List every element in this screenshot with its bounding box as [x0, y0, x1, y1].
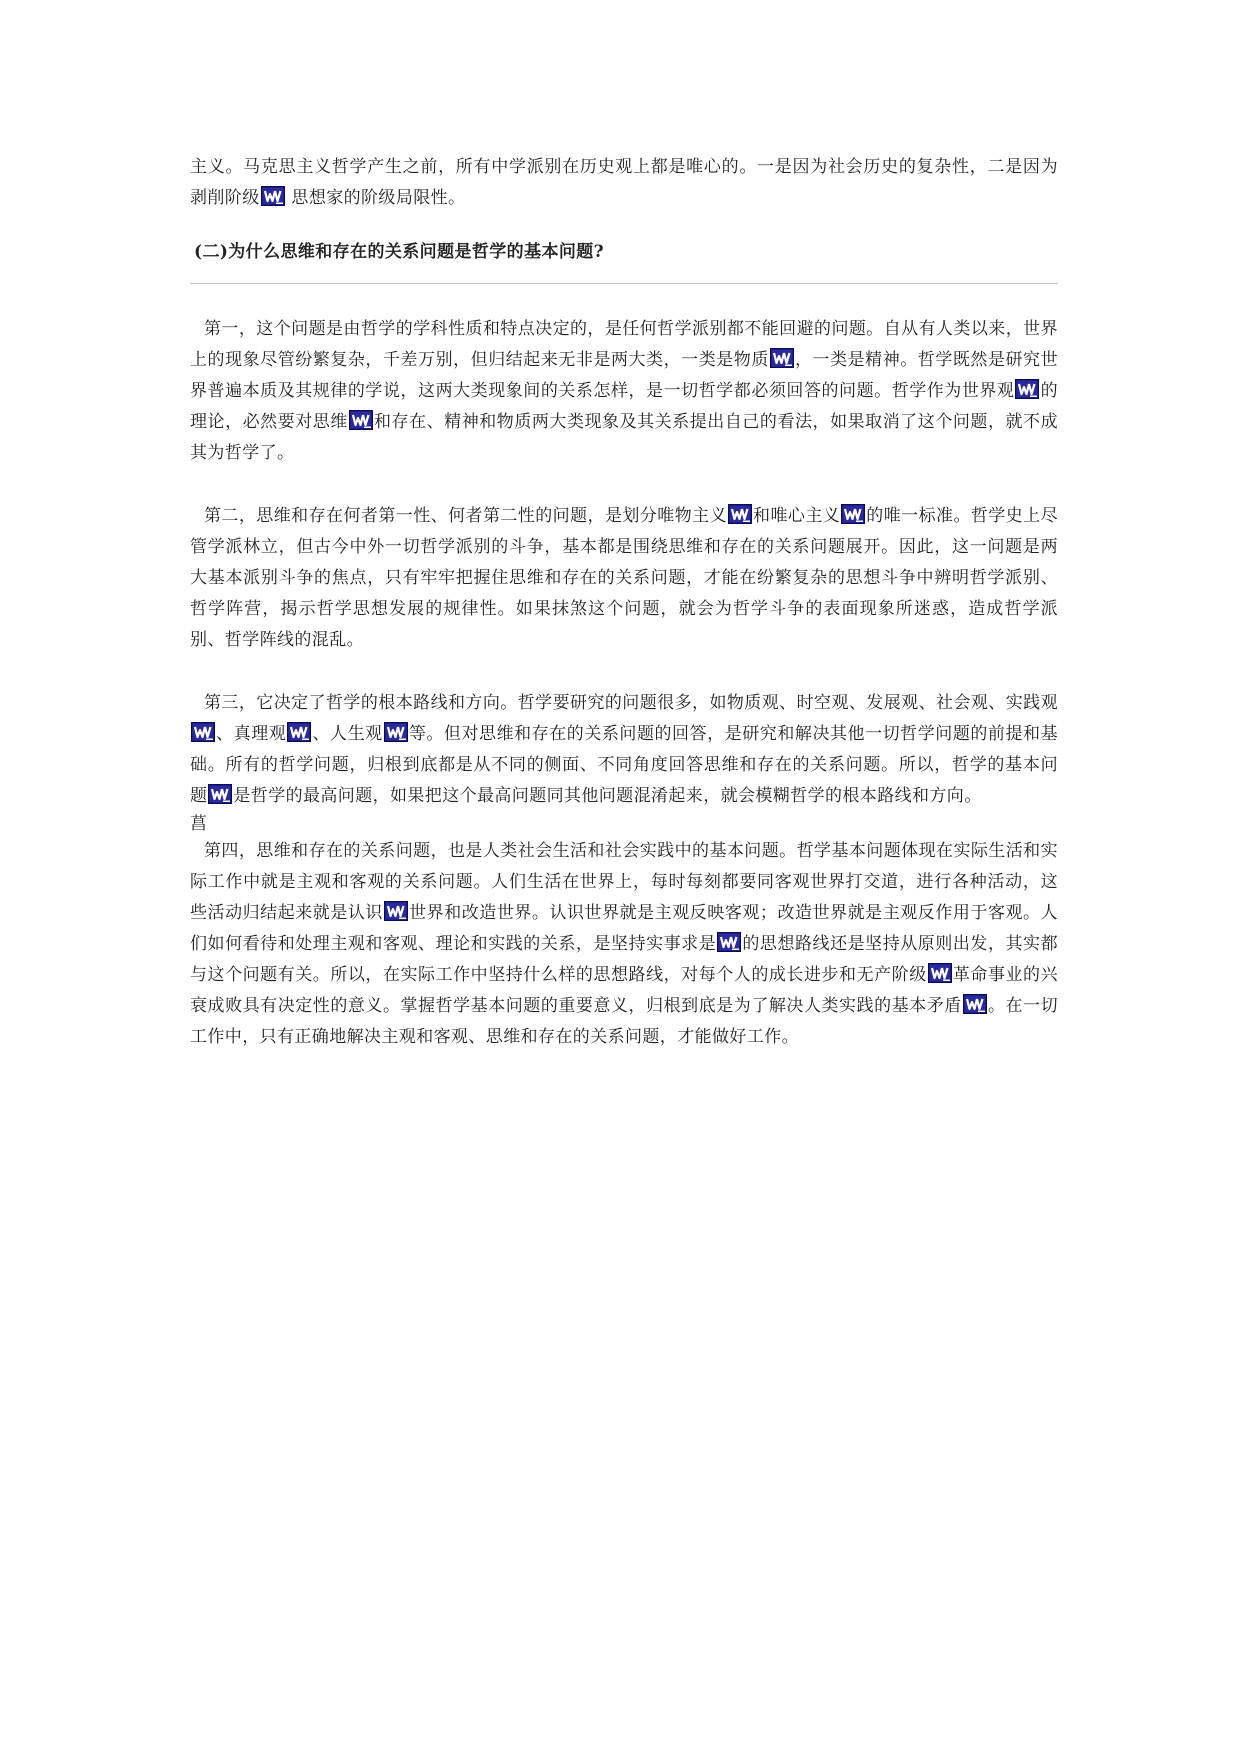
text-run: 等。但对思维和存在的关系问题的回答，是研究和解决其他一切哲学问题的前提和基础。所有的哲学问题，归根到底都是从不同的侧面、不同角度回答思维和存在的关系问题。所以，哲学的基本问题	[190, 724, 1058, 806]
word-document-icon[interactable]	[384, 722, 408, 742]
text-run: 和存在、精神和物质两大类现象及其关系提出自己的看法，如果取消了这个问题，就不成其为哲学了。	[190, 412, 1058, 463]
word-document-icon[interactable]	[841, 504, 865, 524]
word-document-icon[interactable]	[963, 994, 987, 1014]
text-run: 革命事业的兴衰成败具有决定性的意义。掌握哲学基本问题的重要意义，归根到底是为了解决人类实践的基本矛盾	[190, 965, 1058, 1016]
text-run: 、人生观	[312, 724, 383, 744]
paragraph-third	[190, 688, 1058, 812]
text-run: 思想家的阶级局限性。	[285, 188, 466, 208]
paragraph-intro	[190, 152, 1058, 214]
word-document-icon[interactable]	[191, 722, 215, 742]
text-run: 的思想路线还是坚持从原则出发，其实都与这个问题有关。所以，在实际工作中坚持什么样的思想路线，对每个人的成长进步和无产阶级	[190, 934, 1058, 985]
word-document-icon[interactable]	[287, 722, 311, 742]
word-document-icon[interactable]	[770, 348, 794, 368]
word-document-icon[interactable]	[349, 410, 373, 430]
stray-glyph: 菖	[190, 814, 208, 834]
text-run: 、真理观	[216, 724, 287, 744]
text-run: 和唯心主义	[753, 506, 841, 526]
word-document-icon[interactable]	[208, 784, 232, 804]
text-run: 世界和改造世界。认识世界就是主观反映客观；改造世界就是主观反作用于客观。人们如何看待和处理主观和客观、理论和实践的关系，是坚持实事求是	[190, 903, 1058, 954]
text-run: 第三，它决定了哲学的根本路线和方向。哲学要研究的问题很多，如物质观、时空观、发展观、社会观、实践观	[204, 693, 1058, 713]
text-run: 第二，思维和存在何者第一性、何者第二性的问题，是划分唯物主义	[204, 506, 728, 526]
text-run: 的理论，必然要对思维	[190, 381, 1058, 432]
paragraph-second	[190, 501, 1058, 656]
text-run: 主义。马克思主义哲学产生之前，所有中学派别在历史观上都是唯心的。一是因为社会历史的复杂性，二是因为剥削阶级	[190, 157, 1058, 208]
text-run: 的唯一标准。哲学史上尽管学派林立，但古今中外一切哲学派别的斗争，基本都是围绕思维和存在的关系问题展开。因此，这一问题是两大基本派别斗争的焦点，只有牢牢把握住思维和存在的关系问题，才能在纷繁复杂的思想斗争中辨明哲学派别、哲学阵营，揭示哲学思想发展的规律性。如果抹煞这个问题，就会为哲学斗争的表面现象所迷惑，造成哲学派别、哲学阵线的混乱。	[190, 506, 1059, 650]
document-page	[190, 152, 1058, 1053]
text-run: 是哲学的最高问题，如果把这个最高问题同其他问题混淆起来，就会模糊哲学的根本路线和方向。	[233, 786, 982, 806]
paragraph-fourth	[190, 836, 1058, 1053]
word-document-icon[interactable]	[728, 504, 752, 524]
word-document-icon[interactable]	[928, 963, 952, 983]
word-document-icon[interactable]	[261, 186, 285, 206]
word-document-icon[interactable]	[1015, 379, 1039, 399]
text-run: 第一，这个问题是由哲学的学科性质和特点决定的，是任何哲学派别都不能回避的问题。自从有人类以来，世界上的现象尽管纷繁复杂，千差万别，但归结起来无非是两大类，一类是物质	[190, 319, 1058, 370]
word-document-icon[interactable]	[717, 932, 741, 952]
word-document-icon[interactable]	[384, 901, 408, 921]
section-heading: (二)为什么思维和存在的关系问题是哲学的基本问题?	[194, 242, 605, 262]
text-run: ，一类是精神。哲学既然是研究世界普遍本质及其规律的学说，这两大类现象间的关系怎样，是一切哲学都必须回答的问题。哲学作为世界观	[190, 350, 1058, 401]
text-run: 。在一切工作中，只有正确地解决主观和客观、思维和存在的关系问题，才能做好工作。	[190, 996, 1058, 1047]
paragraph-first	[190, 314, 1058, 469]
text-run: 第四，思维和存在的关系问题，也是人类社会生活和社会实践中的基本问题。哲学基本问题体现在实际生活和实际工作中就是主观和客观的关系问题。人们生活在世界上，每时每刻都要同客观世界打交道，进行各种活动，这些活动归结起来就是认识	[190, 841, 1058, 923]
